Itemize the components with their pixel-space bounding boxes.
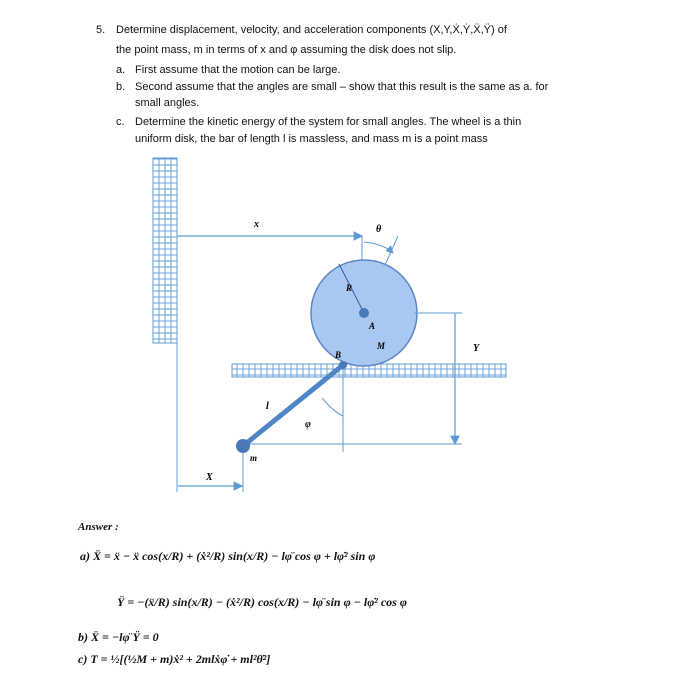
item-a-marker: a.	[116, 64, 126, 76]
question-line-2: the point mass, m in terms of x and φ assuming the disk does not slip.	[116, 44, 457, 56]
item-a-text: First assume that the motion can be large.	[135, 64, 341, 76]
label-M: M	[377, 341, 386, 351]
label-R: R	[346, 283, 353, 293]
label-Y: Y	[473, 343, 480, 354]
answer-label: Answer :	[78, 521, 119, 533]
label-x: x	[254, 219, 259, 230]
question-line-1: Determine displacement, velocity, and acceleration components (X,Y,Ẋ,Ẏ,Ẍ,Ÿ) of	[116, 24, 507, 36]
label-A: A	[369, 321, 376, 331]
item-b-text-2: small angles.	[135, 97, 200, 109]
answer-c: c) T = ½[(½M + m)ẋ² + 2mlẋφ̇ + ml²θ̇²]	[78, 652, 271, 666]
label-X: X	[206, 472, 213, 483]
label-theta: θ	[376, 224, 382, 235]
question-number: 5.	[96, 24, 106, 36]
item-c-marker: c.	[116, 116, 125, 128]
label-m: m	[250, 453, 258, 463]
item-c-text-1: Determine the kinetic energy of the system for small angles. The wheel is a thin	[135, 116, 522, 128]
item-b-marker: b.	[116, 81, 126, 93]
disk-center-A	[359, 308, 369, 318]
answer-b: b) Ẍ = −lφ̈ Ÿ = 0	[78, 630, 159, 644]
pin-B	[339, 361, 347, 369]
item-b-text-1: Second assume that the angles are small – show that this result is the same as a. for	[135, 81, 549, 93]
point-mass	[236, 439, 250, 453]
answer-a-y: Ÿ = −(ẍ/R) sin(x/R) − (ẋ²/R) cos(x/R) − lφ̈ sin φ − lφ̇² cos φ	[117, 595, 407, 609]
wall	[153, 158, 177, 343]
label-B: B	[335, 350, 342, 360]
answer-a-x: a) Ẍ = ẍ − ẍ cos(x/R) + (ẋ²/R) sin(x/R) − lφ̈ cos φ + lφ̇² sin φ	[80, 549, 376, 563]
theta-arc	[364, 242, 393, 253]
label-l: l	[266, 401, 269, 412]
phi-arc	[322, 398, 343, 416]
item-c-text-2: uniform disk, the bar of length l is massless, and mass m is a point mass	[135, 133, 488, 145]
label-phi: φ	[305, 419, 311, 430]
